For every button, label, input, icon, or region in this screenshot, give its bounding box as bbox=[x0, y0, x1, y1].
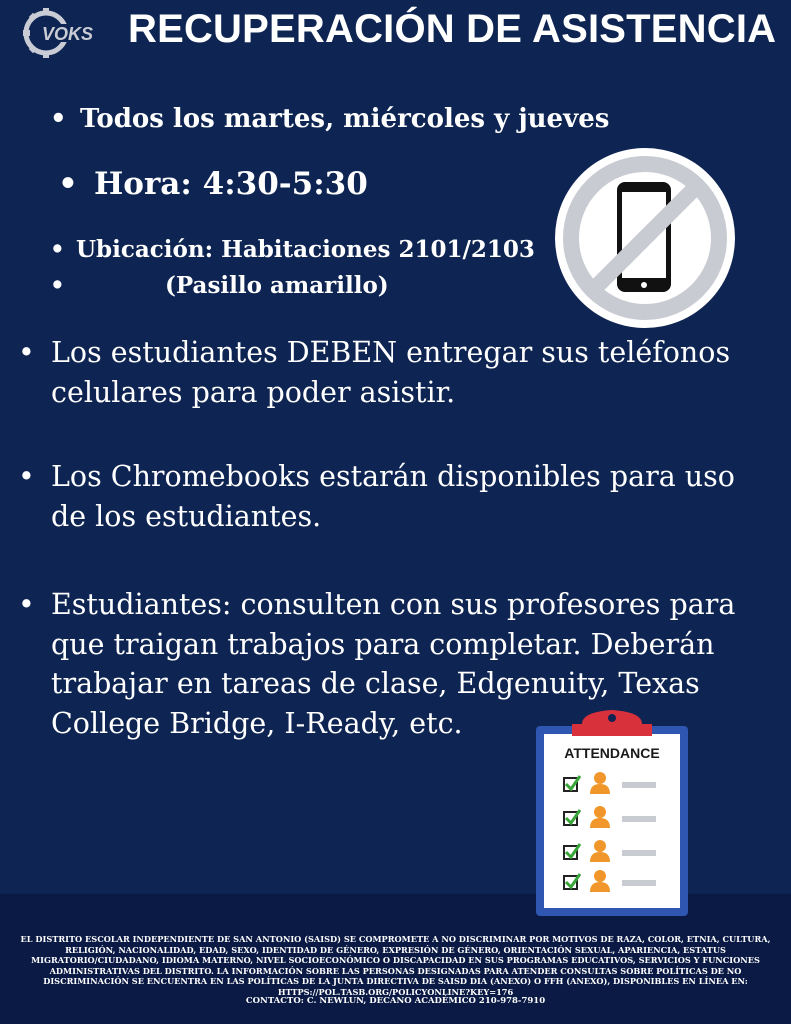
nondiscrimination-disclaimer: EL DISTRITO ESCOLAR INDEPENDIENTE DE SAN ANTONIO (SAISD) SE COMPROMETE A NO DISCRIMINAR POR MOTIVOS DE RAZA, COLOR, ETNIA, CULTURA, RELIGIÓN, NACIONALIDAD, EDAD, SEXO, IDENTIDAD DE GÉNERO, EXPRESIÓN DE GÉNERO, ORIENTACIÓN SEXUAL, APARIENCIA, ESTATUS MIGRATORIO/CIUDADANO, IDIOMA MATERNO, NIVEL SOCIOECONÓMICO O DISCAPACIDAD EN SUS PROGRAMAS EDUCATIVOS, SERVICIOS Y FUNCIONES ADMINISTRATIVAS DEL DISTRITO. LA INFORMACIÓN SOBRE LAS PERSONAS DESIGNADAS PARA ATENDER CONSULTAS SOBRE POLÍTICAS DE NO DISCRIMINACIÓN SE ENCUENTRA EN LAS POLÍTICAS DE LA JUNTA DIRECTIVA DE SAISD DIA (ANEXO) O FFH (ANEXO), DISPONIBLES EN LÍNEA EN: HTTPS://POL.TASB.ORG/POLICYONLINE?KEY=176 bbox=[20, 934, 771, 997]
schedule-location-note-text: (Pasillo amarillo) bbox=[165, 272, 389, 299]
attendance-label: ATTENDANCE bbox=[564, 745, 660, 761]
bullet-chromebooks-text: Los Chromebooks estarán disponibles para uso de los estudiantes. bbox=[51, 460, 735, 533]
bullet-dot: • bbox=[18, 588, 35, 621]
bullet-dot: • bbox=[18, 460, 35, 493]
attendance-clipboard-icon bbox=[534, 706, 690, 918]
voks-logo bbox=[22, 8, 102, 58]
schedule-days-text: Todos los martes, miércoles y jueves bbox=[80, 104, 610, 134]
bullet-dot: • bbox=[58, 166, 78, 202]
no-phone-icon bbox=[555, 148, 735, 328]
bullet-dot: • bbox=[50, 236, 65, 263]
logo-text: VOKS bbox=[42, 24, 94, 44]
schedule-time-text: Hora: 4:30-5:30 bbox=[94, 166, 368, 202]
bullet-dot: • bbox=[50, 272, 65, 299]
bullet-dot: • bbox=[18, 336, 35, 369]
bullet-students-text: Estudiantes: consulten con sus profesores para que traigan trabajos para completar. Deberán trabajar en tareas de clase, Edgenuity, Texas College Bridge, I-Ready, etc. bbox=[51, 588, 736, 740]
bullet-dot: • bbox=[50, 104, 67, 134]
schedule-location-text: Ubicación: Habitaciones 2101/2103 bbox=[76, 236, 535, 263]
page-title: RECUPERACIÓN DE ASISTENCIA bbox=[128, 7, 777, 51]
bullet-phones-text: Los estudiantes DEBEN entregar sus teléfonos celulares para poder asistir. bbox=[51, 336, 731, 409]
contact-line: CONTACTO: C. NEWLUN, DECANO ACADÉMICO 210-978-7910 bbox=[245, 996, 546, 1006]
